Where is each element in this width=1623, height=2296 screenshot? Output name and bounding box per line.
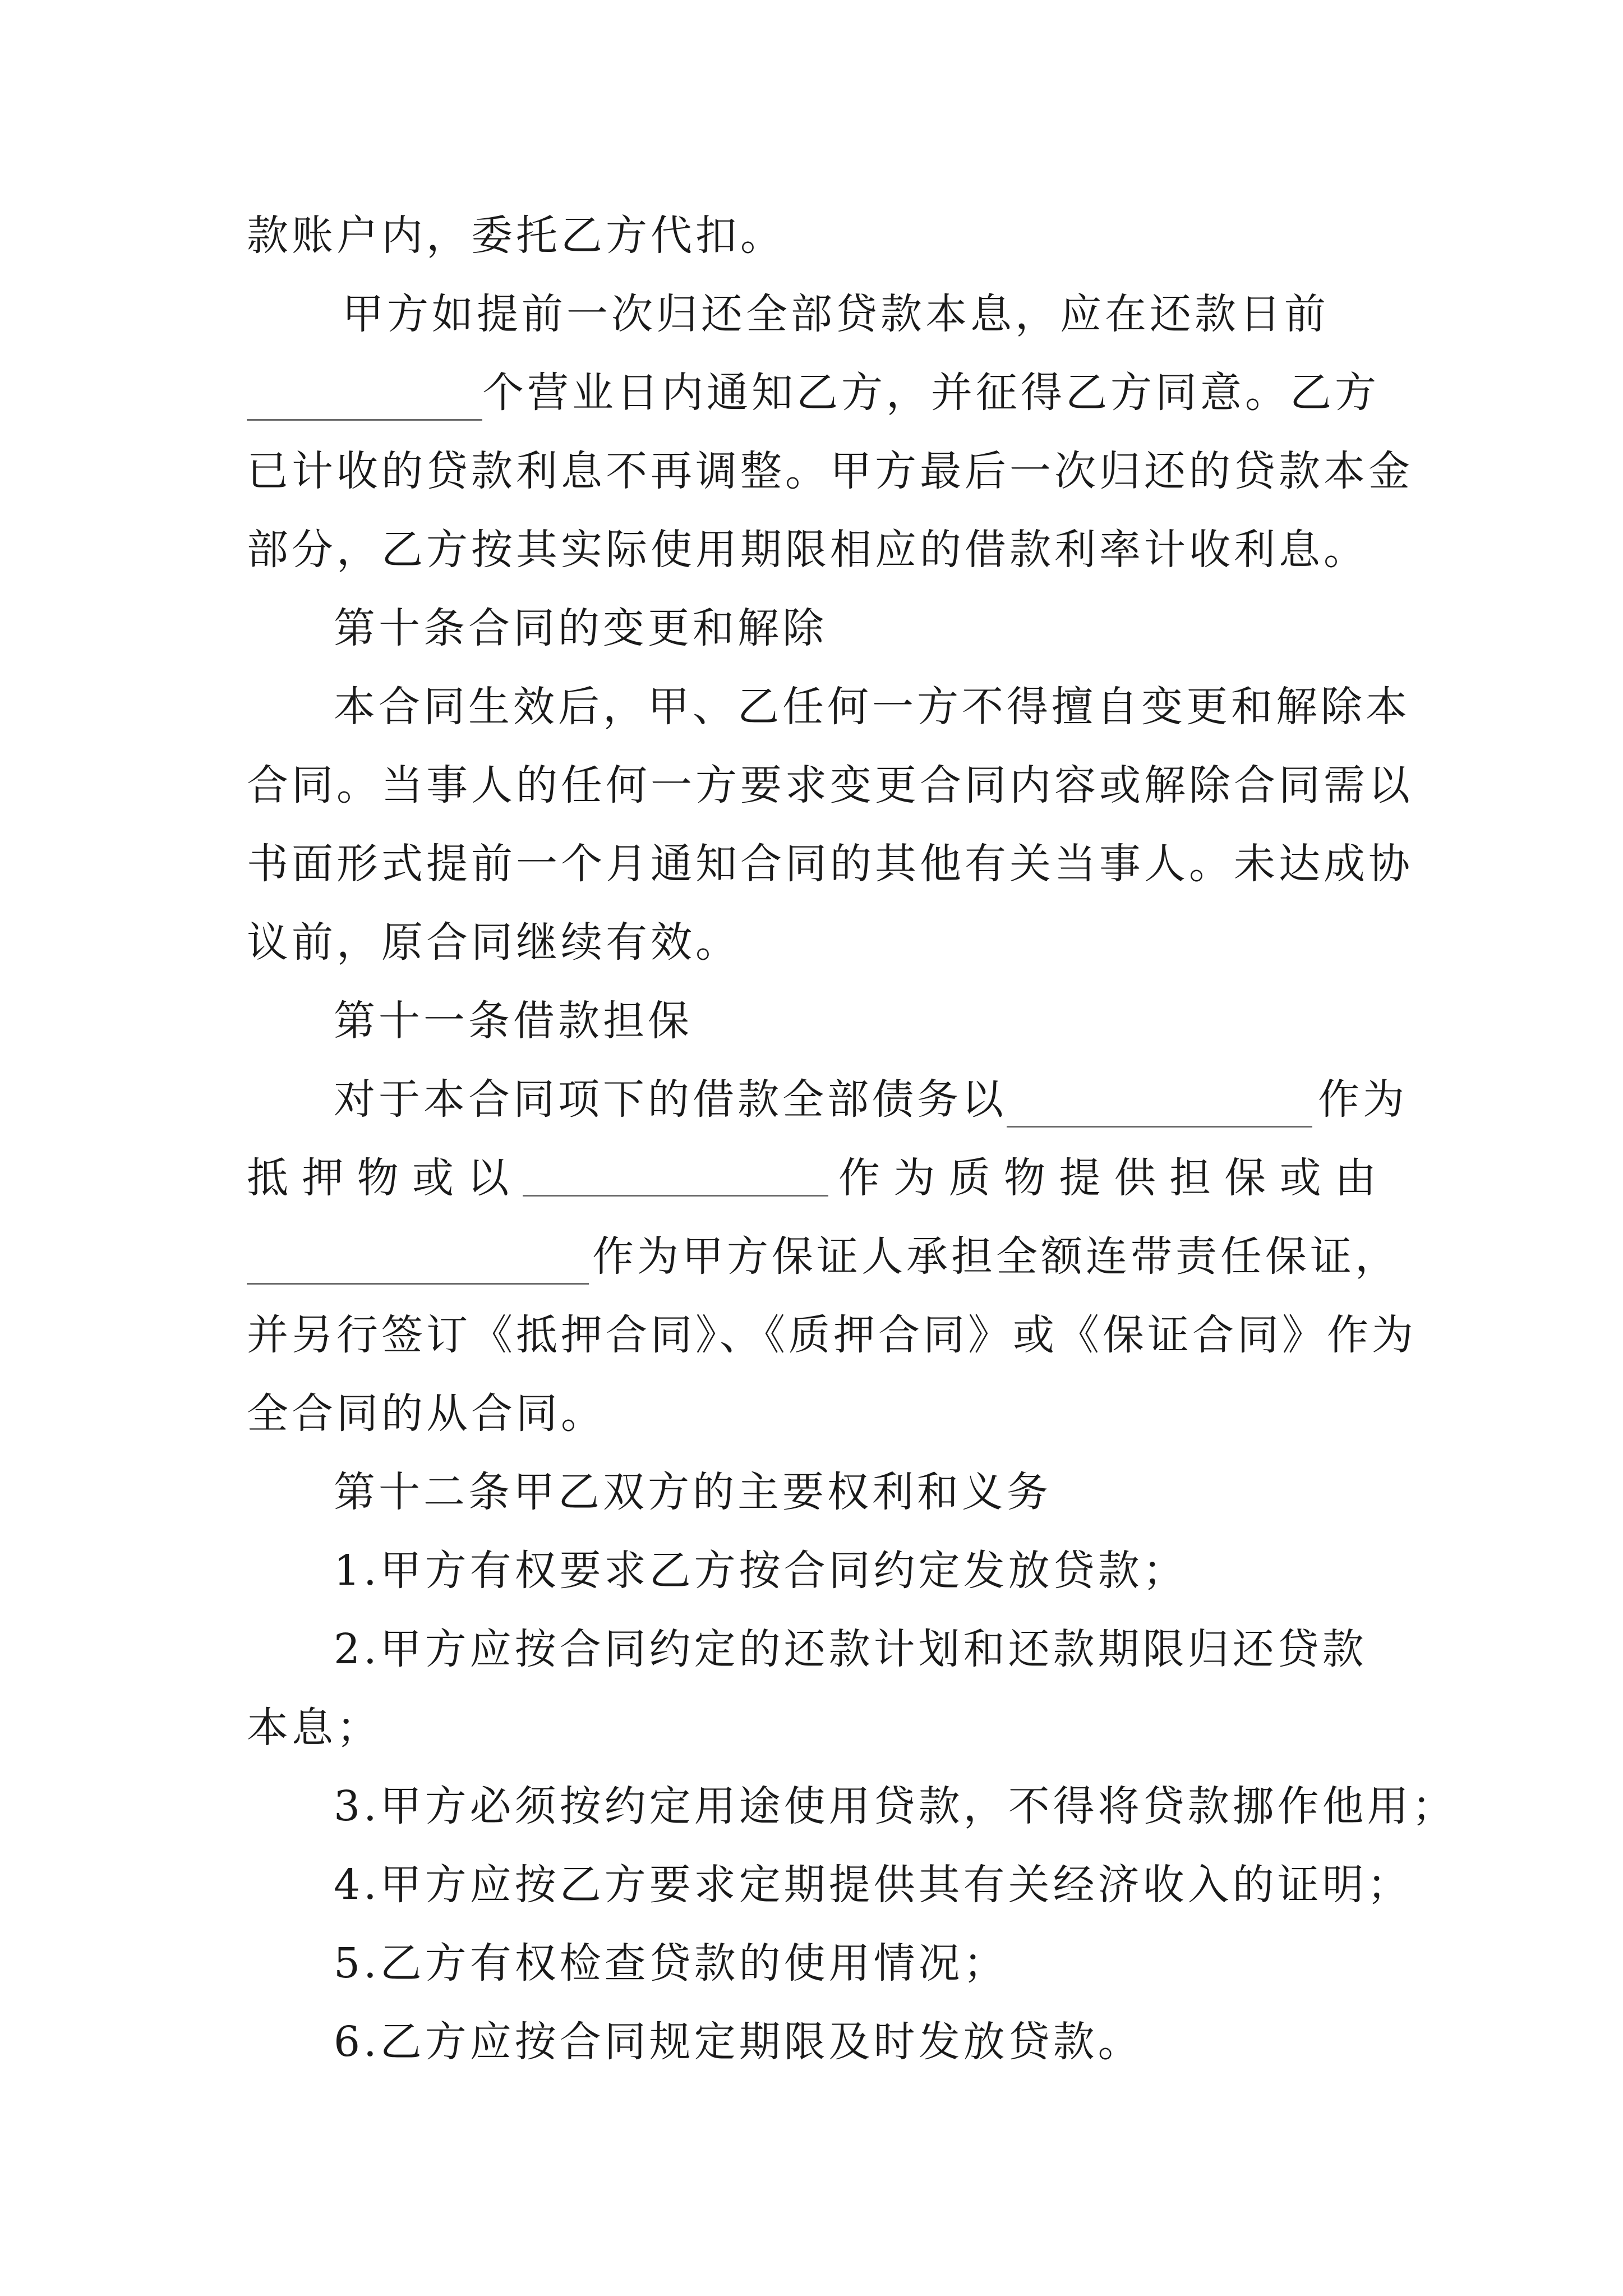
fill-in-blank [247, 374, 482, 421]
paragraph-line: 议前，原合同继续有效。 [247, 918, 740, 967]
paragraph-line: 全合同的从合同。 [247, 1389, 606, 1438]
spaced-char: 作 [838, 1154, 883, 1202]
spaced-char: 提 [1059, 1154, 1104, 1202]
list-item: 1.甲方有权要求乙方按合同约定发放贷款； [334, 1547, 1188, 1595]
spaced-char: 保 [1224, 1154, 1270, 1202]
paragraph-text: 作为 [1318, 1075, 1408, 1124]
list-item: 5.乙方有权检查贷款的使用情况； [334, 1939, 1008, 1987]
paragraph-line: 已计收的贷款利息不再调整。甲方最后一次归还的贷款本金 [247, 447, 1413, 495]
list-item: 4.甲方应按乙方要求定期提供其有关经济收入的证明； [334, 1861, 1412, 1909]
paragraph-line: 部分，乙方按其实际使用期限相应的借款利率计收利息。 [247, 526, 1368, 574]
paragraph-line: 本合同生效后，甲、乙任何一方不得擅自变更和解除本 [334, 683, 1410, 731]
section-heading: 第十二条甲乙双方的主要权利和义务 [334, 1468, 1052, 1516]
paragraph-line: 款账户内，委托乙方代扣。 [247, 211, 785, 260]
paragraph-line: 书面形式提前一个月通知合同的其他有关当事人。未达成协 [247, 840, 1413, 888]
spaced-char: 供 [1114, 1154, 1159, 1202]
spaced-char: 押 [302, 1154, 347, 1202]
fill-in-blank [1007, 1081, 1312, 1128]
paragraph-line [247, 1228, 1400, 1285]
spaced-char: 或 [412, 1154, 457, 1202]
list-item: 2.甲方应按合同约定的还款计划和还款期限归还贷款 [334, 1625, 1367, 1673]
list-item: 3.甲方必须按约定用途使用贷款，不得将贷款挪作他用； [334, 1782, 1457, 1830]
section-heading: 第十条合同的变更和解除 [334, 604, 827, 652]
spaced-char: 物 [1003, 1154, 1049, 1202]
list-item-continuation: 本息； [247, 1704, 381, 1752]
fill-in-blank [247, 1238, 589, 1285]
paragraph-line [334, 1071, 1467, 1128]
paragraph-line: 并另行签订《抵押合同》、《质押合同》或《保证合同》作为 [247, 1311, 1417, 1359]
spaced-char: 为 [893, 1154, 939, 1202]
spaced-char: 或 [1279, 1154, 1325, 1202]
spaced-char: 担 [1169, 1154, 1214, 1202]
paragraph-line [247, 1150, 1380, 1206]
list-item: 6.乙方应按合同规定期限及时发放贷款。 [334, 2018, 1143, 2066]
paragraph-text: 作为甲方保证人承担全额连带责任保证， [592, 1232, 1400, 1281]
paragraph-text: 对于本合同项下的借款全部债务以 [334, 1075, 1007, 1124]
paragraph-line: 合同。当事人的任何一方要求变更合同内容或解除合同需以 [247, 761, 1413, 809]
paragraph-line: 甲方如提前一次归还全部贷款本息，应在还款日前 [342, 290, 1329, 338]
spaced-char: 抵 [247, 1154, 292, 1202]
spaced-char: 由 [1334, 1154, 1380, 1202]
spaced-char: 物 [357, 1154, 402, 1202]
paragraph-text: 个营业日内通知乙方，并征得乙方同意。乙方 [482, 369, 1380, 417]
section-heading: 第十一条借款担保 [334, 997, 693, 1045]
spaced-char: 质 [948, 1154, 994, 1202]
spaced-char: 以 [467, 1154, 513, 1202]
paragraph-line [247, 365, 1380, 421]
fill-in-blank [523, 1150, 828, 1197]
